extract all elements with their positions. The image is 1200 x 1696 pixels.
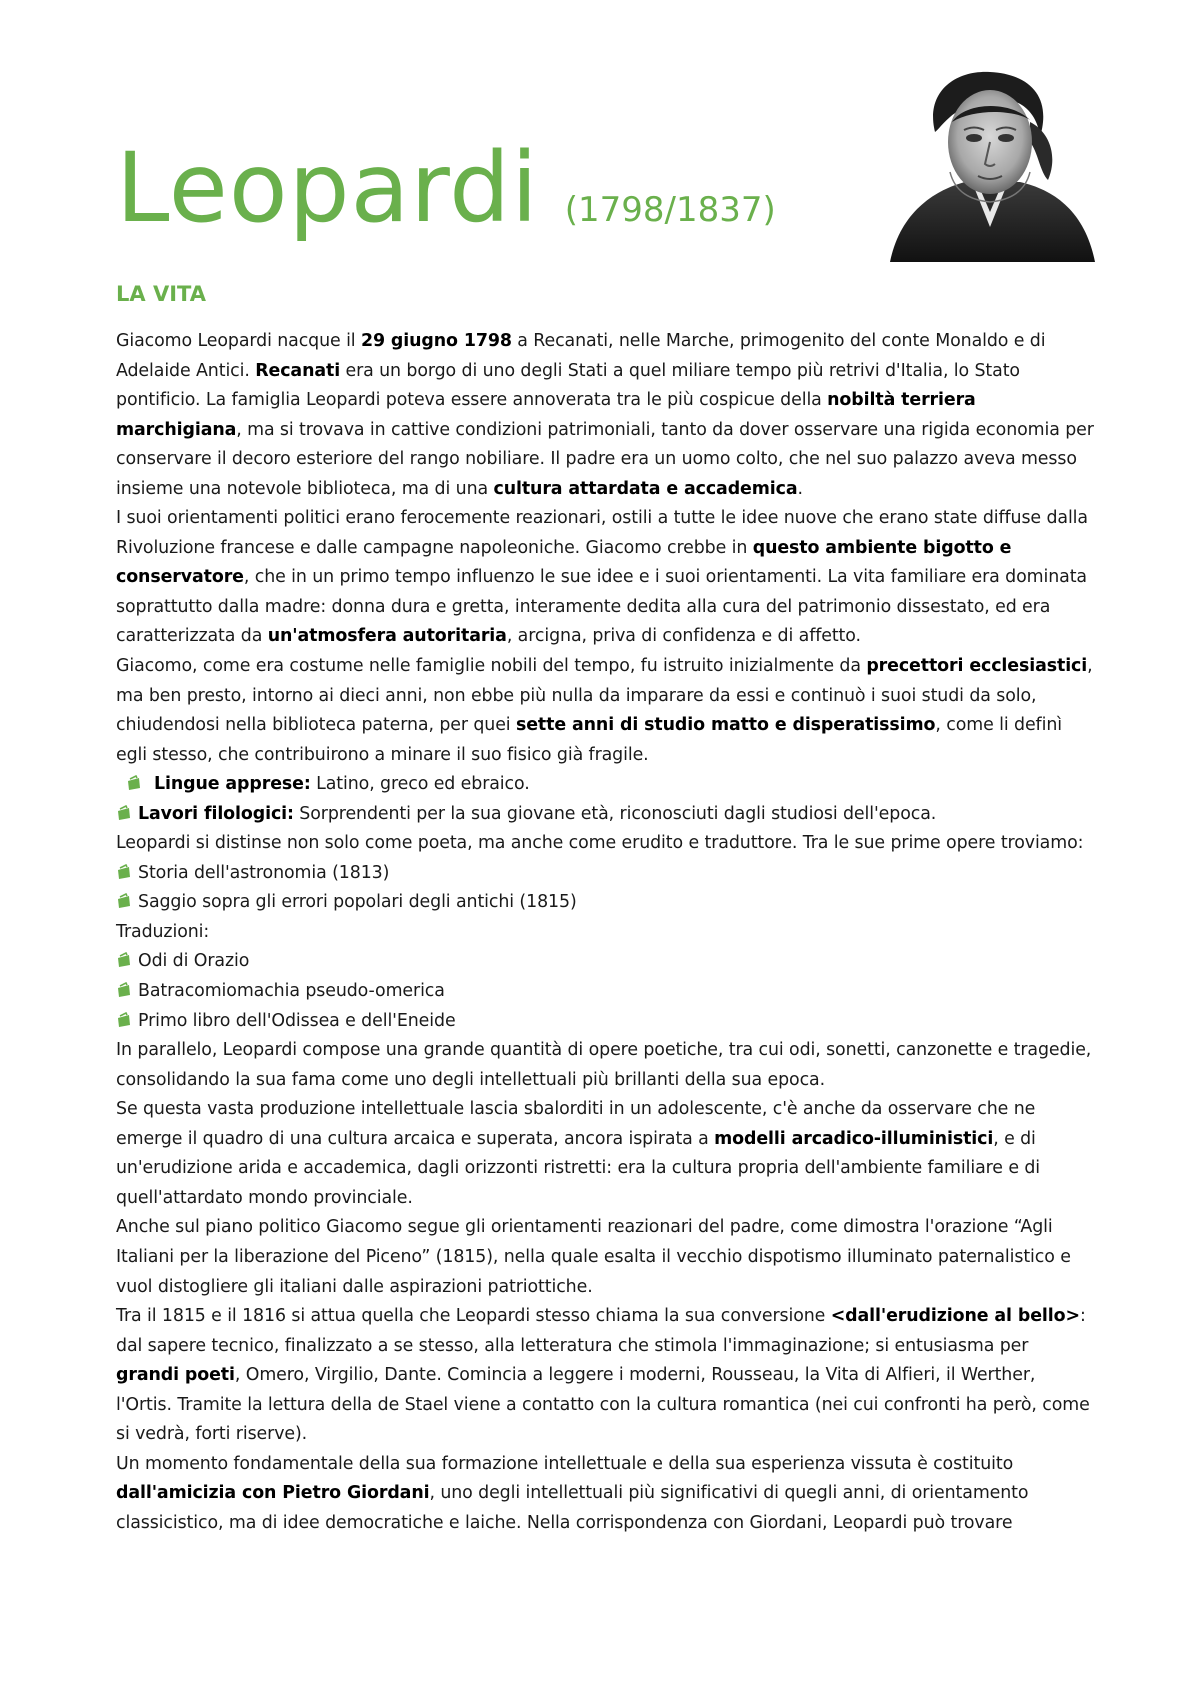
- bold-phrase: 29 giugno 1798: [360, 331, 512, 351]
- bold-phrase: grandi poeti: [116, 1365, 235, 1386]
- text-run: , ma si trovava in cattive condizioni patrimoniali, tanto da dover osservare una rigida economia per conservare il decoro esteriore del rango nobiliare. Il padre era un uomo colto, che nel suo palazzo aveva messo insieme una notevole biblioteca, ma di una: [116, 419, 1094, 499]
- bold-phrase: questo ambiente bigotto e conservatore: [116, 537, 1012, 588]
- translation-title: Odi di Orazio: [138, 951, 250, 972]
- text-run: Giacomo, come era costume nelle famiglie nobili del tempo, fu istruito inizialmente da: [116, 656, 867, 677]
- life-years: (1798/1837): [564, 190, 776, 230]
- text-run: , come li definì egli stesso, che contribuirono a minare il suo fisico già fragile.: [116, 715, 1062, 765]
- bullet-label: Lingue apprese:: [154, 774, 311, 795]
- text-run: , Omero, Virgilio, Dante. Comincia a leggere i moderni, Rousseau, la Vita di Alfieri, il Werther, l'Ortis. Tramite la lettura della de Stael viene a contatto con la cultura romantica (nei cui confronti ha però, come si vedrà, forti riserve).: [116, 1365, 1090, 1445]
- book-bullet-icon: [116, 893, 138, 909]
- bold-phrase: dall'amicizia con Pietro Giordani: [116, 1483, 430, 1504]
- title-row: [116, 132, 836, 260]
- translations-label: Traduzioni:: [116, 921, 210, 942]
- list-item: [116, 888, 1096, 918]
- bullet-text: Sorprendenti per la sua giovane età, riconosciuti dagli studiosi dell'epoca.: [293, 803, 937, 824]
- bold-phrase: precettori ecclesiastici: [866, 656, 1088, 677]
- paragraph-family-environment: [116, 504, 1096, 652]
- page-title: Leopardi: [116, 132, 539, 244]
- list-item: [116, 859, 1096, 889]
- paragraph-giordani: [116, 1450, 1096, 1539]
- paragraph-education: [116, 652, 1096, 770]
- text-run: , ma ben presto, intorno ai dieci anni, non ebbe più nulla da imparare da essi e continuò i suoi studi da solo, chiudendosi nella biblioteca paterna, per quei: [116, 656, 1093, 736]
- paragraph-works-intro: Leopardi si distinse non solo come poeta, ma anche come erudito e traduttore. Tra le sue prime opere troviamo:: [116, 833, 1084, 854]
- text-run: Se questa vasta produzione intellettuale lascia sbalorditi in un adolescente, c'è anche da osservare che ne emerge il quadro di una cultura arcaica e superata, ancora ispirata a: [116, 1099, 1036, 1149]
- text-run: I suoi orientamenti politici erano ferocemente reazionari, ostili a tutte le idee nuove che erano state diffuse dalla Rivoluzione francese e dalle campagne napoleoniche. Giacomo crebbe in: [116, 508, 1088, 558]
- list-item: [116, 800, 1096, 830]
- bold-phrase: nobiltà terriera marchigiana: [116, 390, 976, 440]
- list-item: [116, 770, 1096, 800]
- paragraph-poetic-works: In parallelo, Leopardi compose una grande quantità di opere poetiche, tra cui odi, sonetti, canzonette e tragedie, consolidando la sua fama come uno degli intellettuali più brillanti della sua epoca.: [116, 1040, 1092, 1090]
- bold-phrase: <dall'erudizione al bello>: [830, 1306, 1080, 1327]
- text-run: , uno degli intellettuali più significativi di quegli anni, di orientamento classicistico, ma di idee democratiche e laiche. Nella corrispondenza con Giordani, Leopardi può trovare: [116, 1483, 1029, 1533]
- section-heading: LA VITA: [116, 282, 206, 306]
- text-run: Tra il 1815 e il 1816 si attua quella che Leopardi stesso chiama la sua conversione: [116, 1306, 831, 1327]
- text-run: , che in un primo tempo influenzo le sue idee e i suoi orientamenti. La vita familiare era dominata soprattutto dalla madre: donna dura e gretta, interamente dedita alla cura del patrimonio dissestato, ed era caratterizzata da: [116, 567, 1087, 647]
- work-title: Storia dell'astronomia (1813): [138, 862, 390, 883]
- text-run: , arcigna, priva di confidenza e di affetto.: [506, 626, 861, 647]
- bullet-label: Lavori filologici:: [138, 803, 294, 824]
- list-item: [116, 977, 1096, 1007]
- book-bullet-icon: [116, 805, 138, 821]
- bold-phrase: Recanati: [255, 360, 341, 381]
- work-title: Saggio sopra gli errori popolari degli antichi (1815): [138, 892, 577, 913]
- text-run: a Recanati, nelle Marche, primogenito del conte Monaldo e di Adelaide Antici.: [116, 331, 1046, 381]
- portrait-engraving-icon: [880, 62, 1100, 262]
- book-bullet-icon: [116, 1012, 138, 1028]
- bold-phrase: modelli arcadico-illuministici: [714, 1128, 994, 1149]
- book-bullet-icon: [126, 775, 148, 791]
- translation-title: Primo libro dell'Odissea e dell'Eneide: [138, 1010, 456, 1031]
- bold-phrase: sette anni di studio matto e disperatissimo: [515, 715, 936, 736]
- book-bullet-icon: [116, 982, 138, 998]
- paragraph-politics: Anche sul piano politico Giacomo segue gli orientamenti reazionari del padre, come dimostra l'orazione “Agli Italiani per la liberazione del Piceno” (1815), nella quale esalta il vecchio dispotismo illuminato paternalistico e vuol distogliere gli italiani dalle aspirazioni patriottiche.: [116, 1217, 1071, 1297]
- list-item: [116, 1007, 1096, 1037]
- translation-title: Batracomiomachia pseudo-omerica: [138, 981, 445, 1002]
- text-run: , e di un'erudizione arida e accademica, dagli orizzonti ristretti: era la cultura propria dell'ambiente familiare e di quell'attardato mondo provinciale.: [116, 1128, 1041, 1208]
- text-run: era un borgo di uno degli Stati a quel miliare tempo più retrivi d'Italia, lo Stato pontificio. La famiglia Leopardi poteva essere annoverata tra le più cospicue della: [116, 360, 1020, 411]
- bold-phrase: cultura attardata e accademica: [493, 478, 798, 499]
- paragraph-culture: [116, 1095, 1096, 1213]
- text-run: Un momento fondamentale della sua formazione intellettuale e della sua esperienza vissuta è costituito: [116, 1453, 1014, 1474]
- bullet-text: Latino, greco ed ebraico.: [310, 774, 530, 795]
- book-bullet-icon: [116, 952, 138, 968]
- list-item: [116, 947, 1096, 977]
- text-run: Giacomo Leopardi nacque il: [116, 331, 361, 351]
- bold-phrase: un'atmosfera autoritaria: [267, 626, 507, 647]
- text-run: : dal sapere tecnico, finalizzato a se stesso, alla letteratura che stimola l'immaginazione; si entusiasma per: [116, 1306, 1086, 1356]
- book-bullet-icon: [116, 864, 138, 880]
- document-body: [116, 327, 1096, 1538]
- paragraph-conversion: [116, 1302, 1096, 1450]
- paragraph-birth: [116, 327, 1096, 504]
- text-run: .: [797, 478, 803, 499]
